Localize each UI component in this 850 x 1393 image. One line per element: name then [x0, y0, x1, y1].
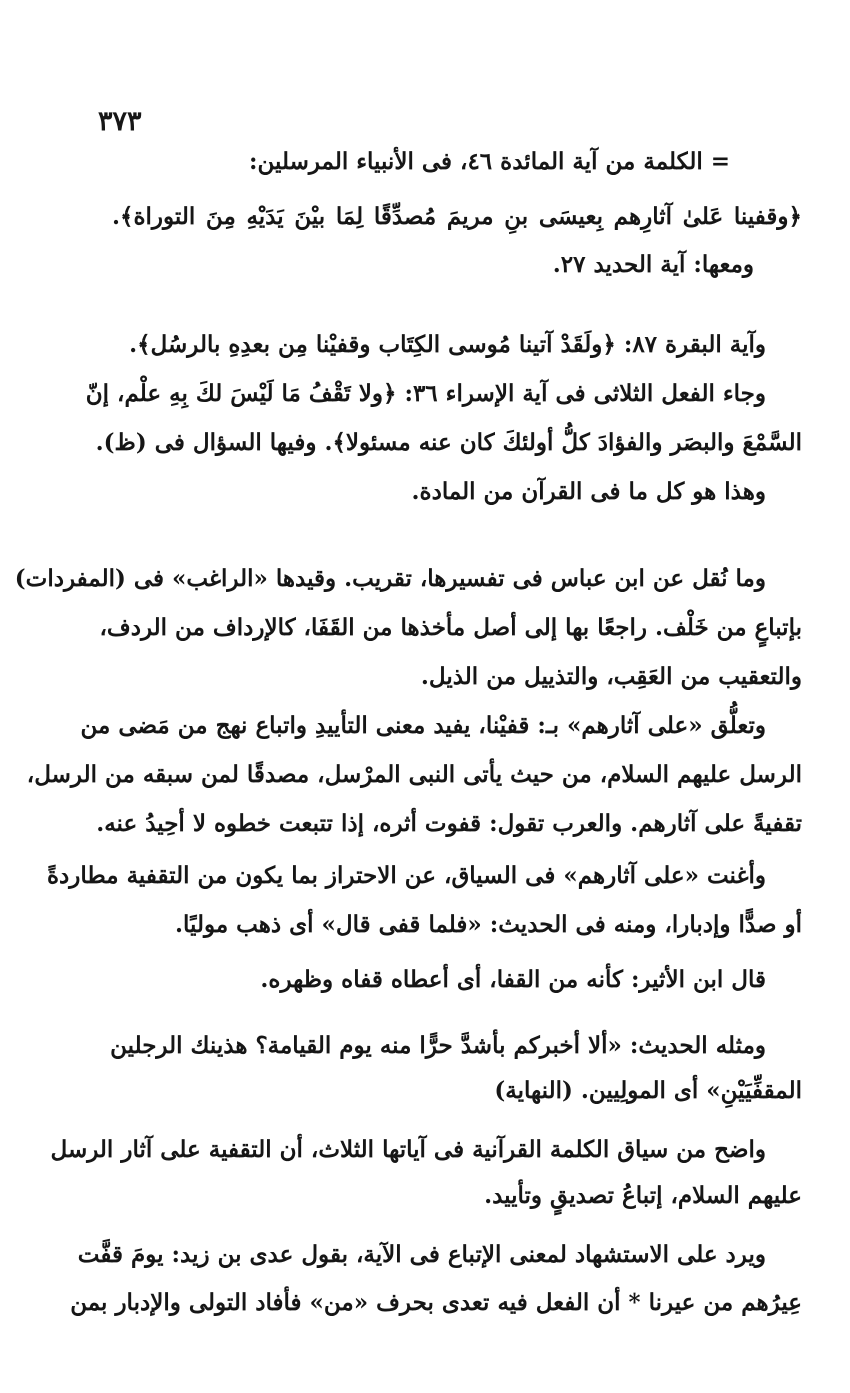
- text-line-6: السَّمْعَ والبصَر والفؤادَ كلُّ أولئكَ كان عنه مسئولا﴾. وفيها السؤال فى (ظ).: [95, 429, 802, 456]
- text-line-18: المقفِّيَيْنِ» أى المولِيين. (النهاية): [494, 1077, 802, 1104]
- text-line-5: وجاء الفعل الثلاثى فى آية الإسراء ٣٦: ﴿ولا تَقْفُ مَا لَيْسَ لكَ بِهِ علْم، إنّ: [85, 380, 766, 407]
- text-line-16: قال ابن الأثير: كأنه من القفا، أى أعطاه قفاه وظهره.: [260, 966, 766, 993]
- text-line-19: واضح من سياق الكلمة القرآنية فى آياتها الثلاث، أن التقفية على آثار الرسل: [50, 1136, 766, 1163]
- text-line-3: ومعها: آية الحديد ٢٧.: [552, 251, 754, 278]
- text-line-11: وتعلُّق «على آثارهم» بـ: قفيْنا، يفيد معنى التأييدِ واتباع نهج من مَضى من: [80, 712, 766, 739]
- text-line-8: وما نُقل عن ابن عباس فى تفسيرها، تقريب. وقيدها «الراغب» فى (المفردات): [14, 565, 766, 592]
- text-line-15: أو صدًّا وإدبارا، ومنه فى الحديث: «فلما قفى قال» أى ذهب موليًا.: [175, 911, 802, 938]
- text-line-4: وآية البقرة ٨٧: ﴿ولَقَدْ آتينا مُوسى الكِتَاب وقفيْنا مِن بعدِهِ بالرسُل﴾.: [129, 331, 766, 358]
- text-line-13: تقفيةً على آثارهم. والعرب تقول: قفوت أثره، إذا تتبعت خطوه لا أحِيدُ عنه.: [96, 810, 802, 837]
- text-line-17: ومثله الحديث: «ألا أخبركم بأشدَّ حرًّا منه يوم القيامة؟ هذينك الرجلين: [110, 1032, 766, 1059]
- text-line-14: وأغنت «على آثارهم» فى السياق، عن الاحتراز بما يكون من التقفية مطاردةً: [47, 862, 766, 889]
- text-line-22: عِيرُهم من عيرنا * أن الفعل فيه تعدى بحرف «من» فأفاد التولى والإدبار بمن: [70, 1289, 802, 1316]
- text-line-10: والتعقيب من العَقِب، والتذييل من الذيل.: [420, 663, 802, 690]
- text-line-1: = الكلمة من آية المائدة ٤٦، فى الأنبياء المرسلين:: [249, 148, 730, 175]
- page-number: ٣٧٣: [98, 106, 142, 137]
- text-line-12: الرسل عليهم السلام، من حيث يأتى النبى المرْسل، مصدقًا لمن سبقه من الرسل،: [26, 761, 802, 788]
- text-line-2: ﴿وقفينا عَلىٰ آثارِهم بِعيسَى بنِ مريمَ مُصدِّقًا لِمَا بيْنَ يَدَيْهِ مِنَ التوراة﴾.: [112, 203, 802, 230]
- text-line-9: بإتباعٍ من خَلْف. راجعًا بها إلى أصل مأخذها من القَفَا، كالإرداف من الردف،: [99, 614, 802, 641]
- text-line-20: عليهم السلام، إتباعُ تصديقٍ وتأييد.: [484, 1182, 802, 1209]
- text-line-21: ويرد على الاستشهاد لمعنى الإتباع فى الآية، بقول عدى بن زيد: يومَ قفَّت: [77, 1241, 766, 1268]
- text-line-7: وهذا هو كل ما فى القرآن من المادة.: [411, 478, 766, 505]
